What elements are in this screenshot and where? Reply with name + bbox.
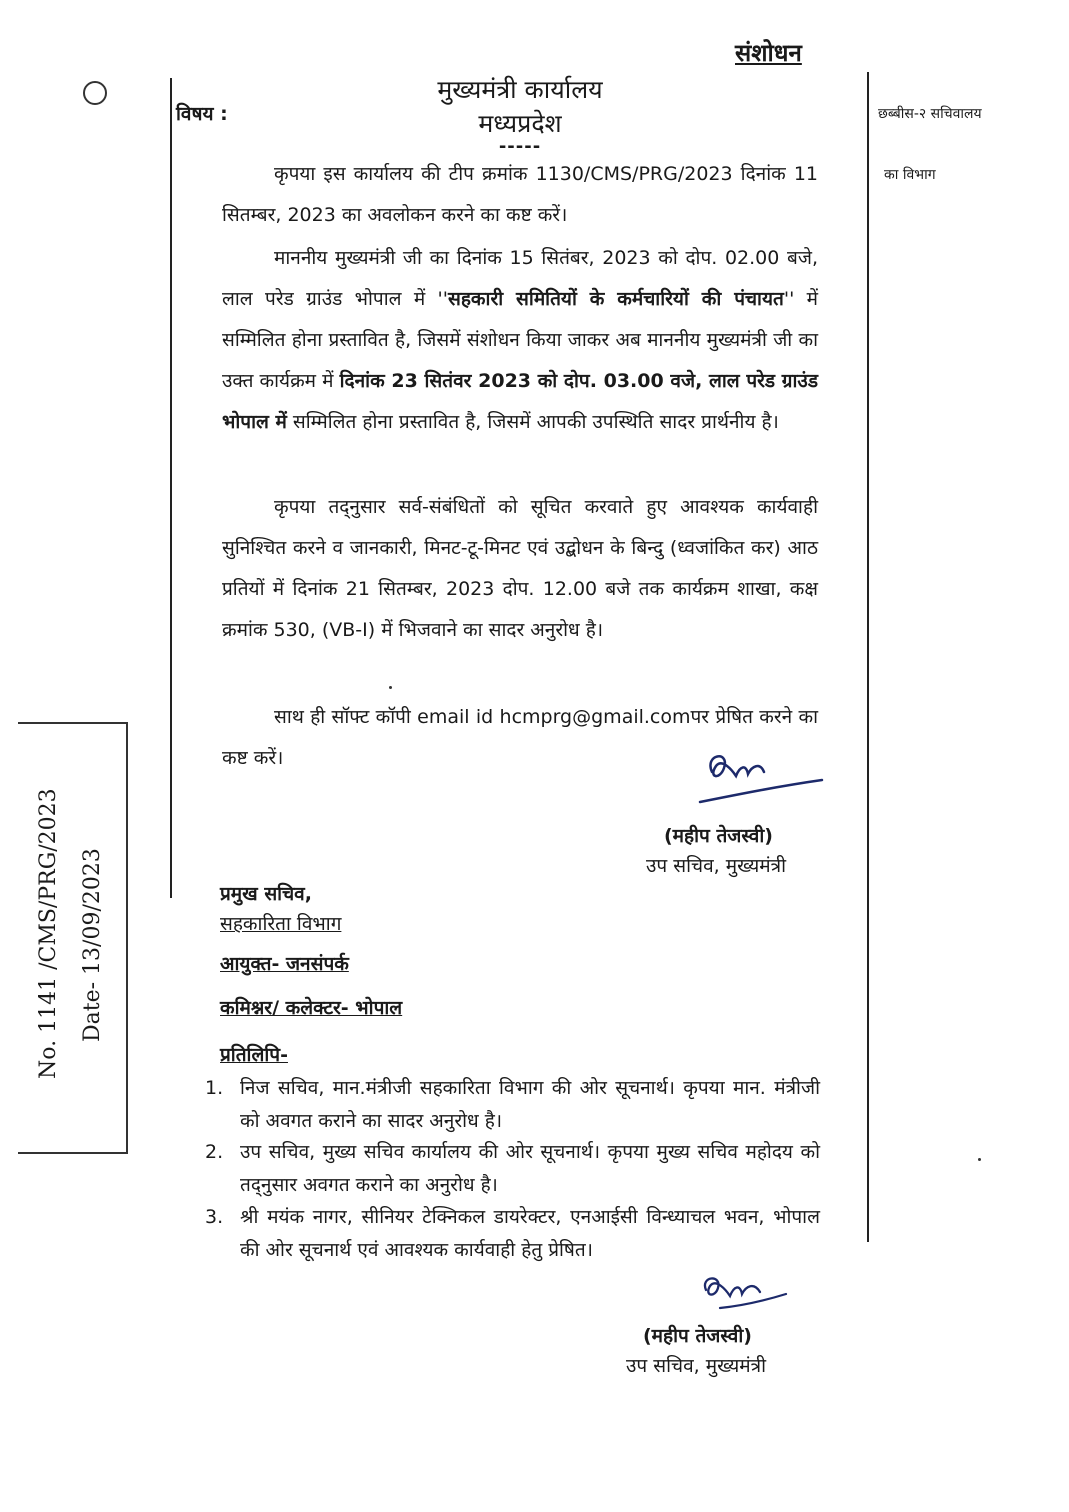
p2-part-a: माननीय मुख्यमंत्री जी का दिनांक 15 सितंबर, 2023 को दोप. 02.00 बजे, लाल परेड ग्राउंड भोपाल में '': [222, 247, 818, 310]
copy-to-item: [205, 1136, 820, 1202]
p2-part-e: सम्मिलित होना प्रस्तावित है, जिसमें आपकी उपस्थिति सादर प्रार्थनीय है।: [286, 411, 779, 433]
copy-to-item-text: उप सचिव, मुख्य सचिव कार्यालय की ओर सूचनार्थ। कृपया मुख्य सचिव महोदय को तद्नुसार अवगत कराने का अनुरोध है।: [240, 1141, 820, 1196]
addressee-cooperative-dept: सहकारिता विभाग: [220, 913, 342, 935]
copy-to-item-number: 3.: [205, 1206, 224, 1228]
signatory-name-1: (महीप तेजस्वी): [664, 825, 773, 847]
body-paragraph-2: [222, 238, 818, 443]
office-name: मुख्यमंत्री कार्यालय: [437, 75, 603, 104]
heading-separator: -----: [498, 136, 542, 157]
subject-label: विषय :: [176, 103, 228, 125]
stray-dot: [978, 1158, 981, 1161]
dispatch-date: Date- 13/09/2023: [80, 848, 105, 1042]
amendment-label: संशोधन: [735, 39, 802, 67]
p2-part-c: '' में सम्मिलित होना प्रस्तावित है, जिसमें संशोधन किया जाकर अब माननीय मुख्यमंत्री जी का उक्त कार्यक्रम में: [222, 288, 818, 392]
dispatch-stamp-box: [18, 722, 128, 1154]
margin-note-department: छब्बीस-२ सचिवालय: [878, 106, 982, 122]
right-margin-line: [867, 72, 869, 1242]
signature-1: [690, 742, 830, 812]
body-paragraph-3: कृपया तद्नुसार सर्व-संबंधितों को सूचित करवाते हुए आवश्यक कार्यवाही सुनिश्चित करने व जानकारी, मिनट-टू-मिनट एवं उद्बोधन के बिन्दु (ध्वजांकित कर) आठ प्रतियों में दिनांक 21 सितम्बर, 2023 दोप. 12.00 बजे तक कार्यक्रम शाखा, कक्ष क्रमांक 530, (VB-I) में भिजवाने का सादर अनुरोध है।: [222, 496, 818, 641]
p2-new-schedule: दिनांक 23 सितंवर 2023 को दोप. 03.00 वजे, लाल परेड ग्राउंड भोपाल में: [222, 370, 818, 433]
copy-to-item: [205, 1072, 820, 1138]
body-paragraph-4: साथ ही सॉफ्ट कॉपी email id hcmprg@gmail.comपर प्रेषित करने का कष्ट करें।: [222, 706, 818, 769]
addressee-public-relations: आयुक्त- जनसंपर्क: [220, 953, 349, 975]
copy-to-item: [205, 1201, 820, 1267]
copy-to-title: प्रतिलिपि-: [220, 1044, 288, 1066]
p2-event-name: सहकारी समितियों के कर्मचारियों की पंचायत: [448, 288, 784, 310]
margin-note-department-suffix: का विभाग: [884, 167, 936, 183]
signatory-name-2: (महीप तेजस्वी): [643, 1325, 752, 1347]
copy-to-item-text: निज सचिव, मान.मंत्रीजी सहकारिता विभाग की ओर सूचनार्थ। कृपया मान. मंत्रीजी को अवगत कराने का सादर अनुरोध है।: [240, 1077, 820, 1132]
copy-to-item-number: 1.: [205, 1077, 224, 1099]
body-paragraph-1: कृपया इस कार्यालय की टीप क्रमांक 1130/CMS/PRG/2023 दिनांक 11 सितम्बर, 2023 का अवलोकन करने का कष्ट करें।: [222, 163, 818, 226]
copy-to-item-number: 2.: [205, 1141, 224, 1163]
punch-hole-circle: [83, 81, 107, 105]
copy-to-item-text: श्री मयंक नागर, सीनियर टेक्निकल डायरेक्टर, एनआईसी विन्ध्याचल भवन, भोपाल की ओर सूचनार्थ एवं आवश्यक कार्यवाही हेतु प्रेषित।: [240, 1206, 820, 1261]
signature-2: [690, 1268, 800, 1318]
addressee-principal-secretary: प्रमुख सचिव,: [220, 883, 312, 905]
state-name: मध्यप्रदेश: [478, 109, 562, 138]
addressee-commissioner-collector: कमिश्नर/ कलेक्टर- भोपाल: [220, 997, 403, 1019]
left-margin-line: [170, 78, 172, 898]
dispatch-number: No. 1141 /CMS/PRG/2023: [36, 788, 61, 1079]
signatory-designation-1: उप सचिव, मुख्यमंत्री: [646, 855, 786, 877]
signatory-designation-2: उप सचिव, मुख्यमंत्री: [626, 1355, 766, 1377]
stray-dot: [389, 686, 392, 689]
